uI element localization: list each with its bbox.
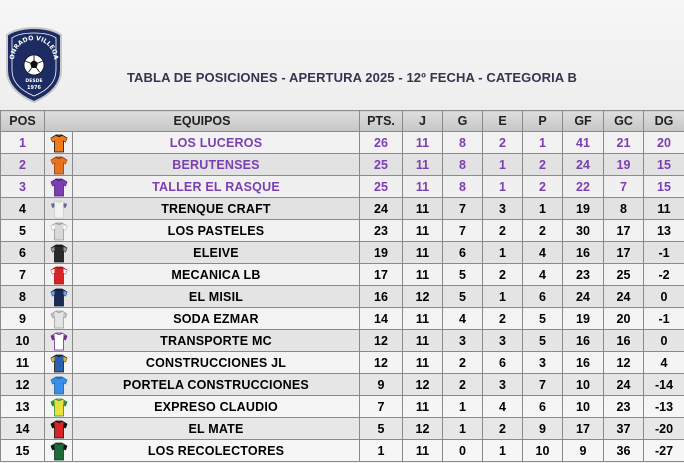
dg-cell: 20 <box>644 132 684 154</box>
gf-cell: 10 <box>563 374 604 396</box>
header-dg: DG <box>644 111 684 132</box>
g-cell: 2 <box>443 352 483 374</box>
team-name-cell: PORTELA CONSTRUCCIONES <box>73 374 360 396</box>
gf-cell: 24 <box>563 286 604 308</box>
gf-cell: 16 <box>563 352 604 374</box>
team-shirt-cell <box>45 286 73 308</box>
j-cell: 11 <box>403 154 443 176</box>
gf-cell: 30 <box>563 220 604 242</box>
pts-cell: 19 <box>360 242 403 264</box>
team-shirt-cell <box>45 374 73 396</box>
team-shirt-cell <box>45 308 73 330</box>
j-cell: 11 <box>403 396 443 418</box>
p-cell: 9 <box>523 418 563 440</box>
team-shirt-cell <box>45 176 73 198</box>
e-cell: 2 <box>483 264 523 286</box>
jersey-icon <box>50 288 68 307</box>
team-shirt-cell <box>45 154 73 176</box>
jersey-icon <box>50 200 68 219</box>
e-cell: 1 <box>483 154 523 176</box>
j-cell: 11 <box>403 176 443 198</box>
gc-cell: 7 <box>604 176 644 198</box>
header-j: J <box>403 111 443 132</box>
pts-cell: 9 <box>360 374 403 396</box>
g-cell: 1 <box>443 396 483 418</box>
crest-shield-icon <box>4 26 64 104</box>
header-g: G <box>443 111 483 132</box>
pts-cell: 25 <box>360 176 403 198</box>
table-row <box>1 264 684 286</box>
page-title: TABLA DE POSICIONES - APERTURA 2025 - 12º FECHA - CATEGORIA B <box>126 70 577 85</box>
gf-cell: 41 <box>563 132 604 154</box>
gc-cell: 36 <box>604 440 644 462</box>
svg-text:CONRADO VILLEGAS: ONRADO VILLEGA <box>8 34 60 61</box>
gc-cell: 19 <box>604 154 644 176</box>
header-p: P <box>523 111 563 132</box>
jersey-icon <box>50 376 68 395</box>
pts-cell: 1 <box>360 440 403 462</box>
j-cell: 11 <box>403 330 443 352</box>
e-cell: 3 <box>483 374 523 396</box>
p-cell: 5 <box>523 330 563 352</box>
header-pts: PTS. <box>360 111 403 132</box>
jersey-icon <box>50 332 68 351</box>
dg-cell: 15 <box>644 176 684 198</box>
p-cell: 1 <box>523 198 563 220</box>
pts-cell: 14 <box>360 308 403 330</box>
gc-cell: 20 <box>604 308 644 330</box>
position-cell: 1 <box>1 132 45 154</box>
team-shirt-cell <box>45 198 73 220</box>
j-cell: 12 <box>403 374 443 396</box>
e-cell: 3 <box>483 198 523 220</box>
team-name-cell: SODA EZMAR <box>73 308 360 330</box>
dg-cell: 0 <box>644 286 684 308</box>
jersey-icon <box>50 134 68 153</box>
team-name-cell: EL MATE <box>73 418 360 440</box>
team-name-cell: LOS LUCEROS <box>73 132 360 154</box>
gf-cell: 23 <box>563 264 604 286</box>
j-cell: 11 <box>403 242 443 264</box>
table-row <box>1 176 684 198</box>
pts-cell: 16 <box>360 286 403 308</box>
g-cell: 7 <box>443 198 483 220</box>
table-row <box>1 440 684 462</box>
j-cell: 12 <box>403 418 443 440</box>
jersey-icon <box>50 420 68 439</box>
dg-cell: -1 <box>644 308 684 330</box>
dg-cell: -1 <box>644 242 684 264</box>
position-cell: 13 <box>1 396 45 418</box>
svg-text:DESDE: DESDE <box>25 79 43 84</box>
table-row <box>1 132 684 154</box>
team-name-cell: BERUTENSES <box>73 154 360 176</box>
p-cell: 1 <box>523 132 563 154</box>
jersey-icon <box>50 178 68 197</box>
e-cell: 2 <box>483 418 523 440</box>
team-shirt-cell <box>45 242 73 264</box>
team-name-cell: EL MISIL <box>73 286 360 308</box>
dg-cell: 0 <box>644 330 684 352</box>
g-cell: 8 <box>443 176 483 198</box>
table-row <box>1 352 684 374</box>
p-cell: 2 <box>523 154 563 176</box>
team-name-cell: MECANICA LB <box>73 264 360 286</box>
jersey-icon <box>50 156 68 175</box>
jersey-icon <box>50 310 68 329</box>
svg-text:1976: 1976 <box>27 85 41 91</box>
dg-cell: 15 <box>644 154 684 176</box>
gc-cell: 23 <box>604 396 644 418</box>
p-cell: 4 <box>523 242 563 264</box>
header-gc: GC <box>604 111 644 132</box>
g-cell: 8 <box>443 154 483 176</box>
position-cell: 6 <box>1 242 45 264</box>
p-cell: 2 <box>523 220 563 242</box>
table-row <box>1 286 684 308</box>
header-pos: POS <box>1 111 45 132</box>
team-shirt-cell <box>45 352 73 374</box>
dg-cell: 13 <box>644 220 684 242</box>
g-cell: 6 <box>443 242 483 264</box>
team-name-cell: CONSTRUCCIONES JL <box>73 352 360 374</box>
gc-cell: 16 <box>604 330 644 352</box>
gf-cell: 24 <box>563 154 604 176</box>
dg-cell: 11 <box>644 198 684 220</box>
pts-cell: 26 <box>360 132 403 154</box>
position-cell: 2 <box>1 154 45 176</box>
table-row <box>1 308 684 330</box>
position-cell: 9 <box>1 308 45 330</box>
pts-cell: 12 <box>360 330 403 352</box>
table-header-row <box>1 111 684 132</box>
gc-cell: 12 <box>604 352 644 374</box>
j-cell: 12 <box>403 286 443 308</box>
standings-table <box>0 110 684 462</box>
table-row <box>1 154 684 176</box>
standings-body <box>1 132 684 462</box>
p-cell: 3 <box>523 352 563 374</box>
p-cell: 6 <box>523 396 563 418</box>
g-cell: 0 <box>443 440 483 462</box>
e-cell: 1 <box>483 242 523 264</box>
gc-cell: 17 <box>604 220 644 242</box>
team-shirt-cell <box>45 440 73 462</box>
dg-cell: -14 <box>644 374 684 396</box>
g-cell: 7 <box>443 220 483 242</box>
p-cell: 7 <box>523 374 563 396</box>
table-row <box>1 374 684 396</box>
jersey-icon <box>50 442 68 461</box>
table-row <box>1 198 684 220</box>
pts-cell: 25 <box>360 154 403 176</box>
p-cell: 4 <box>523 264 563 286</box>
e-cell: 3 <box>483 330 523 352</box>
gf-cell: 19 <box>563 308 604 330</box>
gf-cell: 10 <box>563 396 604 418</box>
e-cell: 2 <box>483 132 523 154</box>
position-cell: 8 <box>1 286 45 308</box>
g-cell: 5 <box>443 286 483 308</box>
header-equipos: EQUIPOS <box>45 111 360 132</box>
jersey-icon <box>50 222 68 241</box>
dg-cell: -20 <box>644 418 684 440</box>
g-cell: 4 <box>443 308 483 330</box>
team-shirt-cell <box>45 264 73 286</box>
p-cell: 5 <box>523 308 563 330</box>
e-cell: 1 <box>483 440 523 462</box>
position-cell: 5 <box>1 220 45 242</box>
g-cell: 2 <box>443 374 483 396</box>
position-cell: 4 <box>1 198 45 220</box>
team-shirt-cell <box>45 220 73 242</box>
p-cell: 6 <box>523 286 563 308</box>
pts-cell: 24 <box>360 198 403 220</box>
position-cell: 10 <box>1 330 45 352</box>
g-cell: 3 <box>443 330 483 352</box>
team-name-cell: LOS RECOLECTORES <box>73 440 360 462</box>
p-cell: 2 <box>523 176 563 198</box>
g-cell: 5 <box>443 264 483 286</box>
j-cell: 11 <box>403 198 443 220</box>
team-shirt-cell <box>45 330 73 352</box>
table-row <box>1 220 684 242</box>
gc-cell: 37 <box>604 418 644 440</box>
gc-cell: 24 <box>604 286 644 308</box>
header-gf: GF <box>563 111 604 132</box>
gf-cell: 17 <box>563 418 604 440</box>
table-row <box>1 330 684 352</box>
e-cell: 1 <box>483 176 523 198</box>
pts-cell: 5 <box>360 418 403 440</box>
team-name-cell: LOS PASTELES <box>73 220 360 242</box>
j-cell: 11 <box>403 132 443 154</box>
dg-cell: -2 <box>644 264 684 286</box>
table-row <box>1 396 684 418</box>
p-cell: 10 <box>523 440 563 462</box>
team-name-cell: TALLER EL RASQUE <box>73 176 360 198</box>
j-cell: 11 <box>403 264 443 286</box>
team-shirt-cell <box>45 396 73 418</box>
team-shirt-cell <box>45 132 73 154</box>
gc-cell: 24 <box>604 374 644 396</box>
g-cell: 8 <box>443 132 483 154</box>
gf-cell: 22 <box>563 176 604 198</box>
team-shirt-cell <box>45 418 73 440</box>
gc-cell: 17 <box>604 242 644 264</box>
team-name-cell: TRANSPORTE MC <box>73 330 360 352</box>
j-cell: 11 <box>403 440 443 462</box>
gc-cell: 25 <box>604 264 644 286</box>
pts-cell: 12 <box>360 352 403 374</box>
pts-cell: 7 <box>360 396 403 418</box>
dg-cell: -27 <box>644 440 684 462</box>
table-row <box>1 242 684 264</box>
e-cell: 1 <box>483 286 523 308</box>
j-cell: 11 <box>403 220 443 242</box>
gc-cell: 21 <box>604 132 644 154</box>
position-cell: 15 <box>1 440 45 462</box>
gf-cell: 19 <box>563 198 604 220</box>
position-cell: 14 <box>1 418 45 440</box>
e-cell: 2 <box>483 220 523 242</box>
pts-cell: 23 <box>360 220 403 242</box>
j-cell: 11 <box>403 308 443 330</box>
position-cell: 11 <box>1 352 45 374</box>
gf-cell: 9 <box>563 440 604 462</box>
g-cell: 1 <box>443 418 483 440</box>
header-e: E <box>483 111 523 132</box>
team-name-cell: ELEIVE <box>73 242 360 264</box>
dg-cell: 4 <box>644 352 684 374</box>
position-cell: 7 <box>1 264 45 286</box>
pts-cell: 17 <box>360 264 403 286</box>
e-cell: 4 <box>483 396 523 418</box>
team-name-cell: TRENQUE CRAFT <box>73 198 360 220</box>
gf-cell: 16 <box>563 242 604 264</box>
jersey-icon <box>50 354 68 373</box>
position-cell: 3 <box>1 176 45 198</box>
team-name-cell: EXPRESO CLAUDIO <box>73 396 360 418</box>
j-cell: 11 <box>403 352 443 374</box>
e-cell: 6 <box>483 352 523 374</box>
gc-cell: 8 <box>604 198 644 220</box>
dg-cell: -13 <box>644 396 684 418</box>
club-crest-logo <box>4 26 64 104</box>
position-cell: 12 <box>1 374 45 396</box>
jersey-icon <box>50 266 68 285</box>
jersey-icon <box>50 244 68 263</box>
table-row <box>1 418 684 440</box>
gf-cell: 16 <box>563 330 604 352</box>
jersey-icon <box>50 398 68 417</box>
e-cell: 2 <box>483 308 523 330</box>
